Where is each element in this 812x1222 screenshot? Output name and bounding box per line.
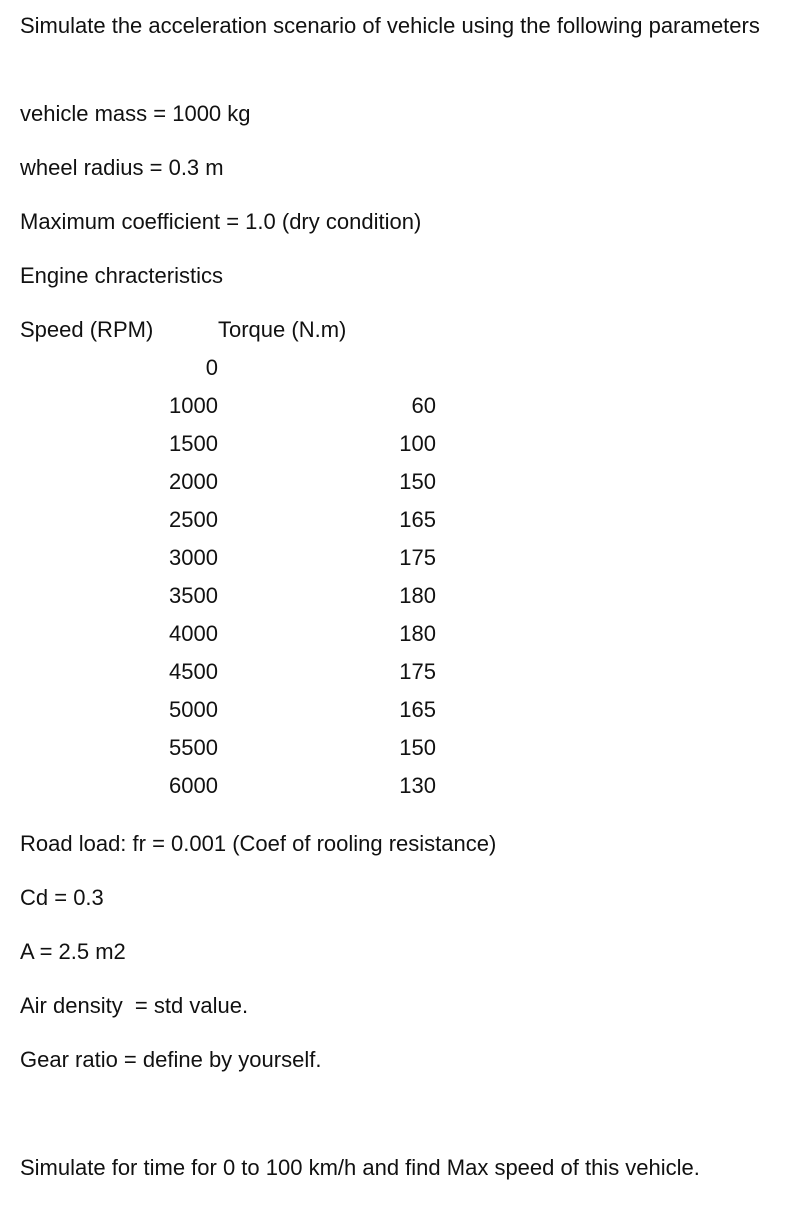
table-cell-rpm: 4000 (169, 621, 218, 646)
drag-coefficient-line: Cd = 0.3 (20, 885, 104, 910)
table-cell-rpm: 1000 (169, 393, 218, 418)
table-cell-torque: 150 (399, 735, 436, 760)
table-cell-rpm: 2000 (169, 469, 218, 494)
table-cell-rpm: 5500 (169, 735, 218, 760)
task-statement: Simulate for time for 0 to 100 km/h and find Max speed of this vehicle. (20, 1155, 700, 1180)
table-cell-rpm: 2500 (169, 507, 218, 532)
table-cell-torque: 150 (399, 469, 436, 494)
table-cell-rpm: 5000 (169, 697, 218, 722)
table-header-torque: Torque (N.m) (218, 317, 347, 342)
table-cell-torque: 60 (411, 393, 436, 418)
table-cell-torque: 130 (399, 773, 436, 798)
param-vehicle-mass: vehicle mass = 1000 kg (20, 101, 251, 126)
table-cell-torque: 165 (399, 697, 436, 722)
table-cell-rpm: 1500 (169, 431, 218, 456)
table-cell-torque: 175 (399, 659, 436, 684)
gear-ratio-line: Gear ratio = define by yourself. (20, 1047, 322, 1072)
param-wheel-radius: wheel radius = 0.3 m (20, 155, 224, 180)
table-cell-torque: 100 (399, 431, 436, 456)
table-cell-torque: 180 (399, 621, 436, 646)
table-cell-rpm: 6000 (169, 773, 218, 798)
frontal-area-line: A = 2.5 m2 (20, 939, 126, 964)
engine-characteristics-heading: Engine chracteristics (20, 263, 223, 288)
road-load-line: Road load: fr = 0.001 (Coef of rooling resistance) (20, 831, 497, 856)
table-header-speed: Speed (RPM) (20, 317, 154, 342)
air-density-line: Air density = std value. (20, 993, 249, 1018)
intro-paragraph: Simulate the acceleration scenario of vehicle using the following parameters (20, 13, 760, 38)
table-cell-rpm: 3000 (169, 545, 218, 570)
param-max-coefficient: Maximum coefficient = 1.0 (dry condition) (20, 209, 422, 234)
table-cell-rpm: 3500 (169, 583, 218, 608)
table-cell-torque: 180 (399, 583, 436, 608)
table-cell-torque: 165 (399, 507, 436, 532)
table-cell-rpm: 4500 (169, 659, 218, 684)
table-cell-torque: 175 (399, 545, 436, 570)
table-cell-rpm: 0 (205, 355, 218, 380)
